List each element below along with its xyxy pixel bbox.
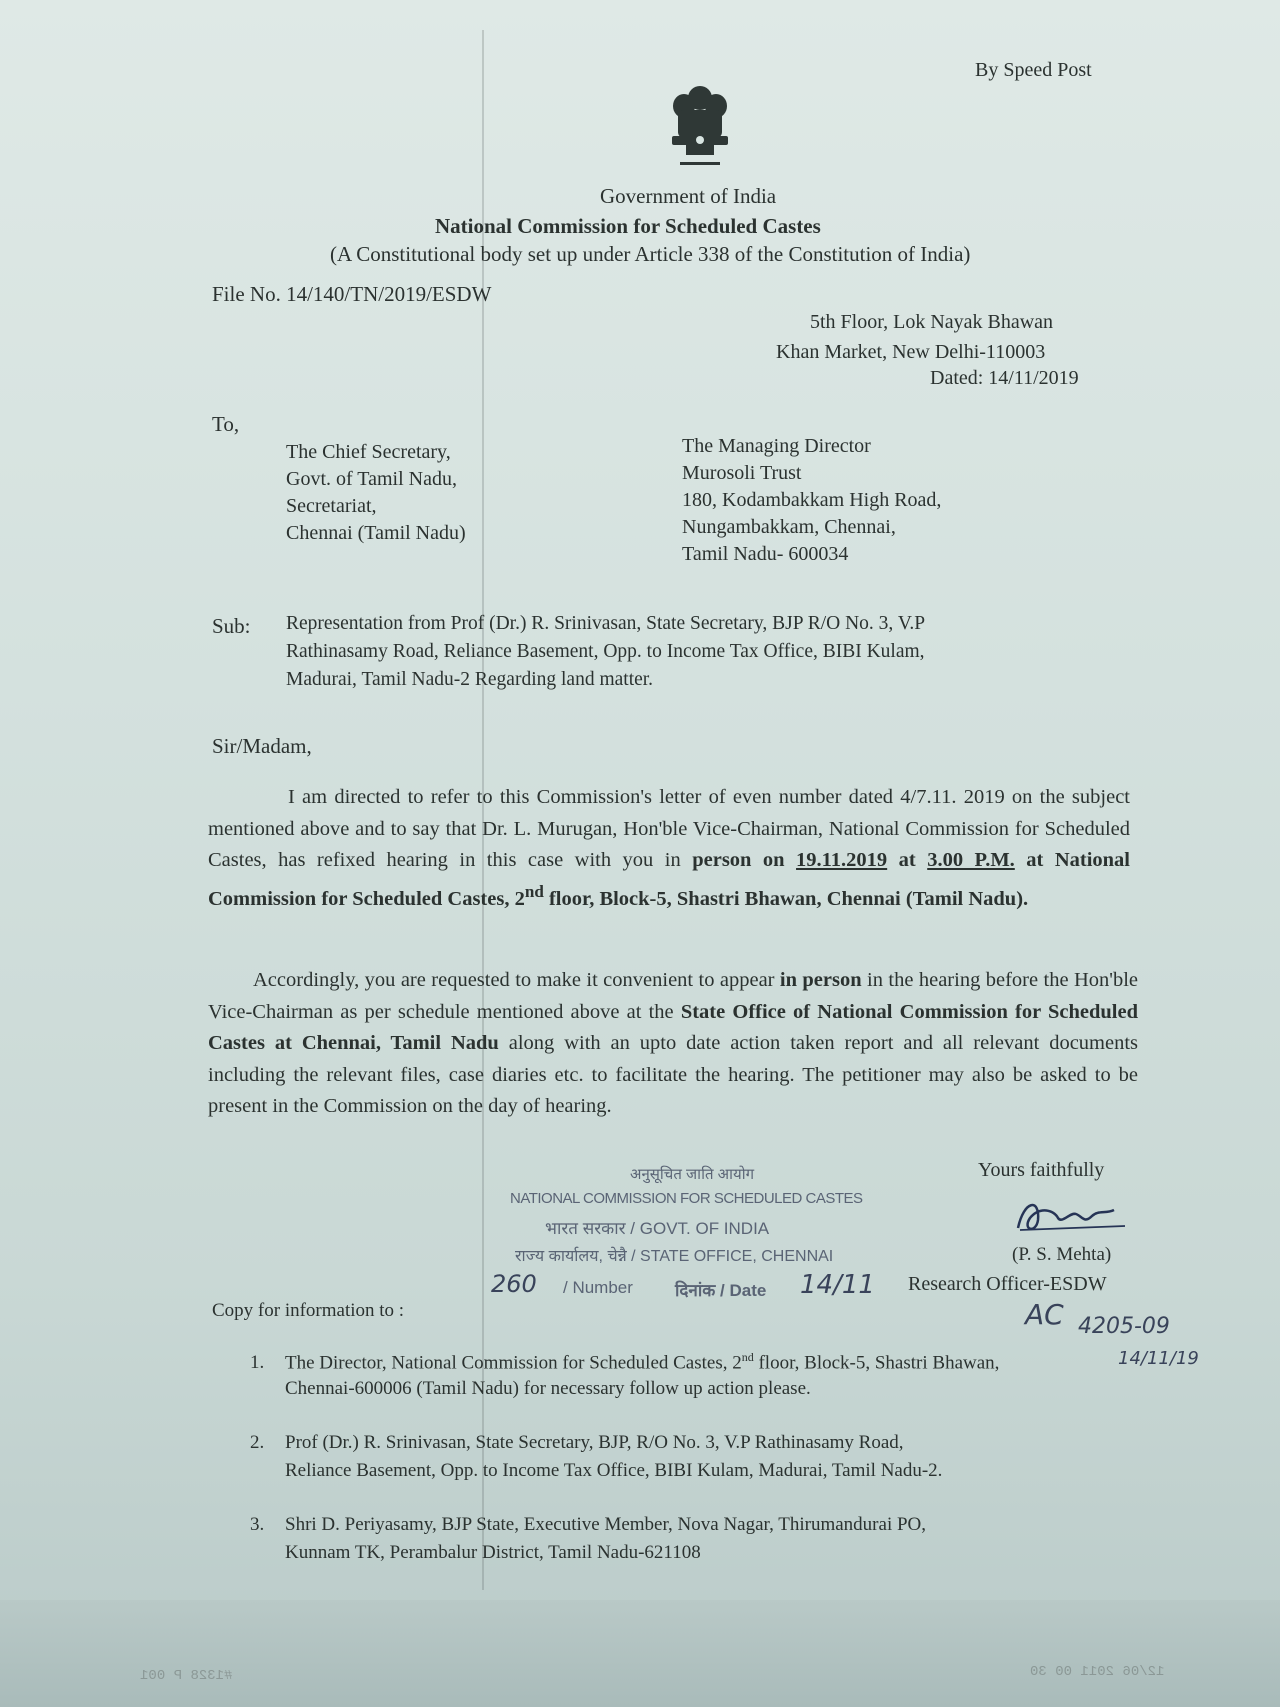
ashoka-emblem-icon xyxy=(660,80,740,180)
recipient-right-line: Nungambakkam, Chennai, xyxy=(682,516,896,538)
recipient-right-line: The Managing Director xyxy=(682,435,871,457)
copy-item-sup: nd xyxy=(741,1350,754,1364)
to-label: To, xyxy=(212,412,240,436)
commission-heading: National Commission for Scheduled Castes xyxy=(435,214,821,238)
bottom-shadow-band xyxy=(0,1600,1280,1707)
para1-text: I am directed to refer to this Commission's letter of even number dated 4/7.11. 2019 on the subject mentioned above and to say that Dr. L. Murugan, Hon'ble Vice-Chairman, National Commission for Scheduled Castes, has refixed hearing in this case with you in xyxy=(208,786,1130,871)
para2-text-b: in the hearing before the Hon'ble Vice-Chairman as per schedule mentioned above at the xyxy=(208,969,1138,1023)
subject-line: Representation from Prof (Dr.) R. Srinivasan, State Secretary, BJP R/O No. 3, V.P xyxy=(286,613,926,634)
office-stamp xyxy=(491,1160,905,1310)
hearing-time: 3.00 P.M. xyxy=(927,849,1015,871)
copy-item-number: 1. xyxy=(250,1352,265,1373)
handwritten-initials: AC xyxy=(1025,1298,1064,1331)
recipient-right-line: Murosoli Trust xyxy=(682,462,802,484)
stamp-date-label: दिनांक / Date xyxy=(675,1281,767,1300)
stamp-line-english: NATIONAL COMMISSION FOR SCHEDULED CASTES xyxy=(510,1190,863,1207)
recipient-left-line: The Chief Secretary, xyxy=(286,441,451,463)
yours-faithfully: Yours faithfully xyxy=(978,1159,1105,1181)
signatory-name: (P. S. Mehta) xyxy=(1012,1244,1112,1265)
stamp-line-govt: भारत सरकार / GOVT. OF INDIA xyxy=(545,1219,770,1238)
fax-mark-right: 12/06 2011 00 30 xyxy=(1030,1664,1165,1680)
para2-text-c: along with an upto date action taken report and all relevant documents including the relevant files, case diaries etc. to facilitate the hearing. The petitioner may also be asked to be present in the Commission on the day of hearing. xyxy=(208,1032,1139,1117)
handwritten-code: 4205-09 xyxy=(1078,1314,1170,1339)
stamp-line-office: राज्य कार्यालय, चेन्नै / STATE OFFICE, CHENNAI xyxy=(515,1248,834,1265)
recipient-left-line: Secretariat, xyxy=(286,495,377,517)
file-number: File No. 14/140/TN/2019/ESDW xyxy=(212,282,492,306)
constitutional-subtitle: (A Constitutional body set up under Article 338 of the Constitution of India) xyxy=(330,242,971,266)
copy-item-text: floor, Block-5, Shastri Bhawan, xyxy=(753,1352,1000,1374)
hearing-date: 19.11.2019 xyxy=(796,849,888,871)
paragraph-request xyxy=(208,965,1138,1123)
stamp-handwritten-number: 260 xyxy=(491,1270,537,1298)
letter-date: Dated: 14/11/2019 xyxy=(930,367,1079,389)
signatory-designation: Research Officer-ESDW xyxy=(908,1273,1107,1295)
fax-mark-left: #1328 P 001 xyxy=(140,1668,233,1684)
subject-line: Madurai, Tamil Nadu-2 Regarding land matter. xyxy=(286,669,654,690)
stamp-line-hindi: अनुसूचित जाति आयोग xyxy=(630,1166,755,1183)
paragraph-hearing xyxy=(208,782,1130,916)
office-address-line1: 5th Floor, Lok Nayak Bhawan xyxy=(810,311,1054,333)
para2-text-a: Accordingly, you are requested to make it convenient to appear xyxy=(253,969,780,991)
hearing-place: at National Commission for Scheduled Castes, 2 xyxy=(208,849,1130,911)
signature-icon xyxy=(1010,1190,1130,1240)
copy-item-line: Reliance Basement, Opp. to Income Tax Office, BIBI Kulam, Madurai, Tamil Nadu-2. xyxy=(285,1460,943,1481)
copy-item-line: Prof (Dr.) R. Srinivasan, State Secretary, BJP, R/O No. 3, V.P Rathinasamy Road, xyxy=(285,1432,904,1453)
recipient-left-line: Chennai (Tamil Nadu) xyxy=(286,522,466,544)
stamp-handwritten-date: 14/11 xyxy=(800,1270,875,1300)
para2-bold-b: State Office of National Commission for Scheduled Castes at Chennai, Tamil Nadu xyxy=(208,1000,1138,1054)
salutation: Sir/Madam, xyxy=(212,734,312,758)
copy-label: Copy for information to : xyxy=(212,1300,405,1321)
stamp-number-label: / Number xyxy=(563,1278,633,1297)
copy-item-line: Kunnam TK, Perambalur District, Tamil Nadu-621108 xyxy=(285,1542,701,1563)
office-address-line2: Khan Market, New Delhi-110003 xyxy=(776,341,1046,363)
subject-label: Sub: xyxy=(212,614,251,638)
copy-item-text: The Director, National Commission for Scheduled Castes, 2 xyxy=(285,1352,742,1374)
para1-sup: nd xyxy=(524,882,544,902)
para1-bold-at: at xyxy=(887,849,928,871)
subject-line: Rathinasamy Road, Reliance Basement, Opp. to Income Tax Office, BIBI Kulam, xyxy=(286,641,925,662)
copy-item-number: 3. xyxy=(250,1514,265,1535)
hearing-place-2: floor, Block-5, Shastri Bhawan, Chennai (Tamil Nadu). xyxy=(543,888,1029,911)
recipient-right-line: Tamil Nadu- 600034 xyxy=(682,543,849,565)
copy-item-line: Shri D. Periyasamy, BJP State, Executive Member, Nova Nagar, Thirumandurai PO, xyxy=(285,1514,927,1535)
recipient-right-line: 180, Kodambakkam High Road, xyxy=(682,489,942,511)
copy-item-line: Chennai-600006 (Tamil Nadu) for necessary follow up action please. xyxy=(285,1378,811,1399)
recipient-left-line: Govt. of Tamil Nadu, xyxy=(286,468,457,490)
dispatch-mode: By Speed Post xyxy=(975,59,1092,81)
government-heading: Government of India xyxy=(600,184,777,208)
copy-item-line xyxy=(285,1350,999,1375)
para2-bold-a: in person xyxy=(779,969,862,991)
para1-bold-prefix: person on xyxy=(692,849,797,871)
copy-item-number: 2. xyxy=(250,1432,265,1453)
handwritten-date: 14/11/19 xyxy=(1118,1348,1199,1369)
